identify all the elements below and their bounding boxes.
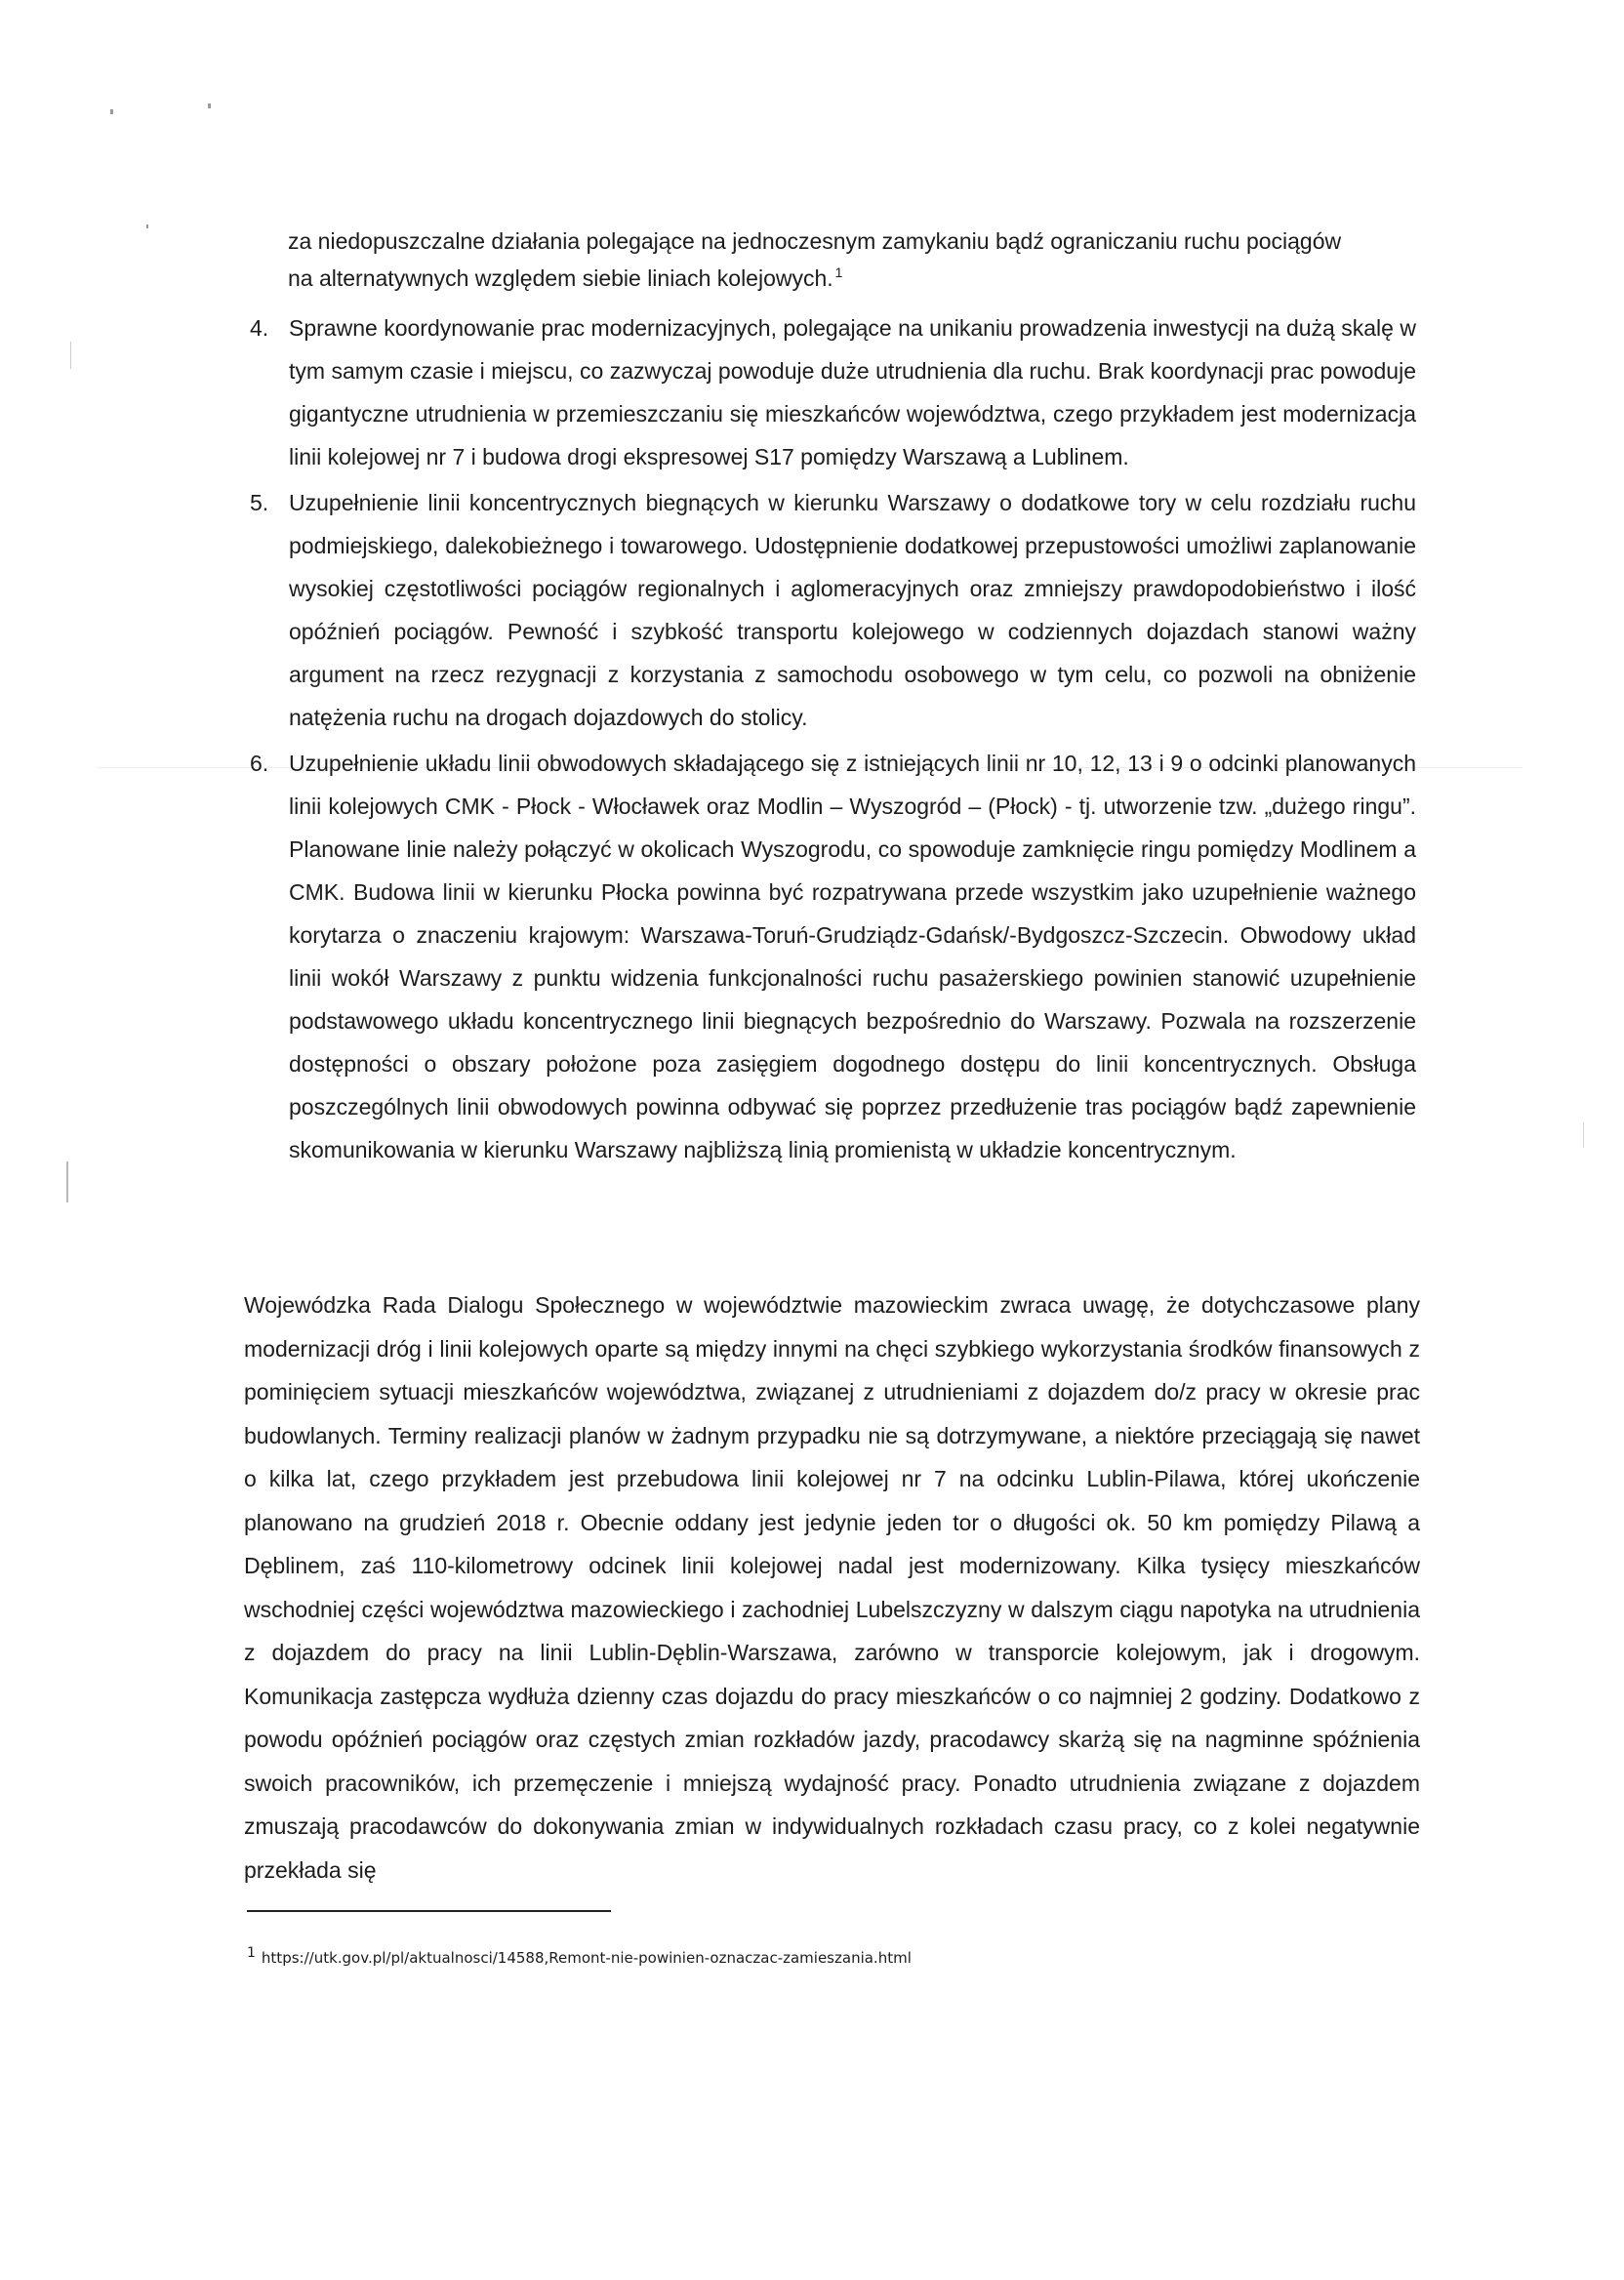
footnote-separator xyxy=(247,1910,611,1912)
scan-speck xyxy=(70,342,71,369)
text-line xyxy=(288,260,1415,297)
scan-speck xyxy=(110,109,113,114)
scan-speck xyxy=(1583,1122,1584,1148)
body-paragraph: Wojewódzka Rada Dialogu Społecznego w województwie mazowieckim zwraca uwagę, że dotychczasowe plany modernizacji dróg i linii kolejowych oparte są między innymi na chęci szybkiego wykorzystania środków finansowych z pominięciem sytuacji mieszkańców województwa, związanej z utrudnieniami z dojazdem do/z pracy w okresie prac budowlanych. Terminy realizacji planów w żadnym przypadku nie są dotrzymywane, a niektóre przeciągają się nawet o kilka lat, czego przykładem jest przebudowa linii kolejowej nr 7 na odcinku Lublin-Pilawa, której ukończenie planowano na grudzień 2018 r. Obecnie oddany jest jedynie jeden tor o długości ok. 50 km pomiędzy Pilawą a Dęblinem, zaś 110-kilometrowy odcinek linii kolejowej nadal jest modernizowany. Kilka tysięcy mieszkańców wschodniej części województwa mazowieckiego i zachodniej Lubelszczyzny w dalszym ciągu napotyka na utrudnienia z dojazdem do pracy na linii Lublin-Dęblin-Warszawa, zarówno w transporcie kolejowym, jak i drogowym. Komunikacja zastępcza wydłuża dzienny czas dojazdu do pracy mieszkańców o co najmniej 2 godziny. Dodatkowo z powodu opóźnień pociągów oraz częstych zmian rozkładów jazdy, pracodawcy skarżą się na nagminne spóźnienia swoich pracowników, ich przemęczenie i mniejszą wydajność pracy. Ponadto utrudnienia związane z dojazdem zmuszają pracodawców do dokonywania zmian w indywidualnych rozkładach czasu pracy, co z kolei negatywnie przekłada się xyxy=(244,1292,1420,1883)
list-item xyxy=(250,742,1421,1171)
footnote xyxy=(247,1942,912,1969)
footnote-link[interactable]: https://utk.gov.pl/pl/aktualnosci/14588,Remont-nie-powinien-oznaczac-zamieszania.html xyxy=(261,1949,912,1967)
footnote-number: 1 xyxy=(247,1945,256,1961)
scan-speck xyxy=(66,1161,68,1202)
numbered-list xyxy=(250,306,1421,1174)
list-item-number: 6. xyxy=(250,751,269,776)
scan-speck xyxy=(208,103,211,108)
text-line: za niedopuszczalne działania polegające na jednoczesnym zamykaniu bądź ograniczaniu ruchu pociągów xyxy=(288,228,1342,254)
list-item-number: 5. xyxy=(250,490,269,515)
list-item xyxy=(250,306,1421,478)
scan-speck xyxy=(146,224,148,228)
list-item-text: Uzupełnienie układu linii obwodowych składającego się z istniejących linii nr 10, 12, 13 i 9 o odcinki planowanych linii kolejowych CMK - Płock - Włocławek oraz Modlin – Wyszogród – (Płock) - tj. utworzenie tzw. „dużego ringu”. Planowane linie należy połączyć w okolicach Wyszogrodu, co spowoduje zamknięcie ringu pomiędzy Modlinem a CMK. Budowa linii w kierunku Płocka powinna być rozpatrywana przede wszystkim jako uzupełnienie ważnego korytarza o znaczeniu krajowym: Warszawa-Toruń-Grudziądz-Gdańsk/-Bydgoszcz-Szczecin. Obwodowy układ linii wokół Warszawy z punktu widzenia funkcjonalności ruchu pasażerskiego powinien stanowić uzupełnienie podstawowego układu koncentrycznego linii biegnących bezpośrednio do Warszawy. Pozwala na rozszerzenie dostępności o obszary położone poza zasięgiem dogodnego dostępu do linii koncentrycznych. Obsługa poszczególnych linii obwodowych powinna odbywać się poprzez przedłużenie tras pociągów bądź zapewnienie skomunikowania w kierunku Warszawy najbliższą linią promienistą w układzie koncentrycznym. xyxy=(289,751,1416,1162)
list-item-text: Sprawne koordynowanie prac modernizacyjnych, polegające na unikaniu prowadzenia inwestycji na dużą skalę w tym samym czasie i miejscu, co zazwyczaj powoduje duże utrudnienia dla ruchu. Brak koordynacji prac powoduje gigantyczne utrudnienia w przemieszczaniu się mieszkańców województwa, czego przykładem jest modernizacja linii kolejowej nr 7 i budowa drogi ekspresowej S17 pomiędzy Warszawą a Lublinem. xyxy=(289,315,1416,469)
text-line-body: na alternatywnych względem siebie liniach kolejowych. xyxy=(288,265,833,291)
continued-list-text xyxy=(288,223,1415,297)
list-item-number: 4. xyxy=(250,315,269,341)
footnote-reference[interactable]: 1 xyxy=(834,265,843,281)
list-item-text: Uzupełnienie linii koncentrycznych biegnących w kierunku Warszawy o dodatkowe tory w celu rozdziału ruchu podmiejskiego, dalekobieżnego i towarowego. Udostępnienie dodatkowej przepustowości umożliwi zaplanowanie wysokiej częstotliwości pociągów regionalnych i aglomeracyjnych oraz zmniejszy prawdopodobieństwo i ilość opóźnień pociągów. Pewność i szybkość transportu kolejowego w codziennych dojazdach stanowi ważny argument na rzecz rezygnacji z korzystania z samochodu osobowego w tym celu, co pozwoli na obniżenie natężenia ruchu na drogach dojazdowych do stolicy. xyxy=(289,490,1416,730)
list-item xyxy=(250,481,1421,739)
